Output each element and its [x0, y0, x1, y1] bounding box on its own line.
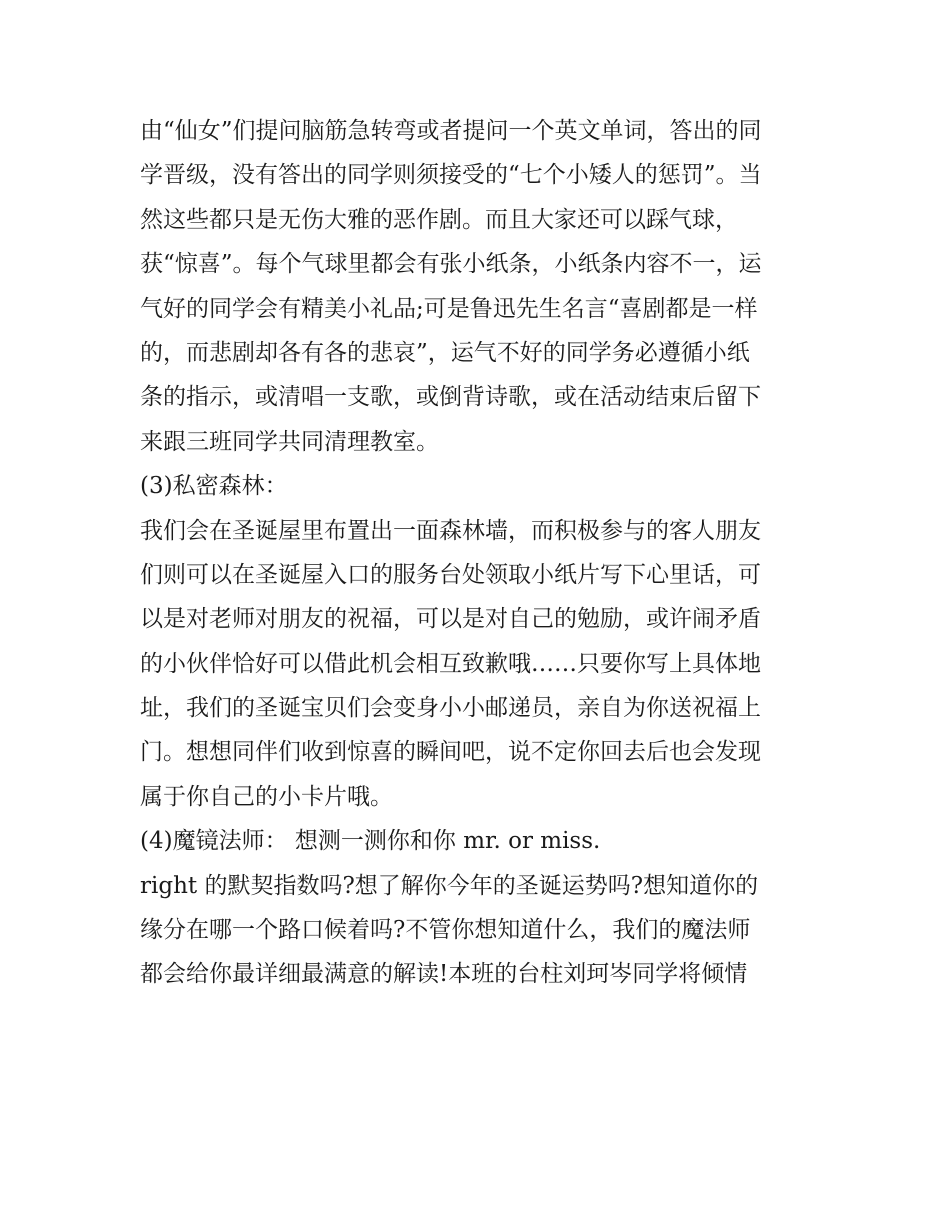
- text-line: 气好的同学会有精美小礼品;可是鲁迅先生名言“喜剧都是一样: [140, 295, 758, 322]
- text-line: 址，我们的圣诞宝贝们会变身小小邮递员，亲自为你送祝福上: [140, 695, 761, 722]
- text-line: 我们会在圣诞屋里布置出一面森林墙，而积极参与的客人朋友: [140, 517, 761, 544]
- text-line: 学晋级，没有答出的同学则须接受的“七个小矮人的惩罚”。当: [140, 162, 762, 189]
- text-line: 都会给你最详细最满意的解读!本班的台柱刘珂岑同学将倾情: [140, 961, 748, 988]
- section-heading-private-forest: (3)私密森林：: [140, 473, 288, 500]
- text-line: right 的默契指数吗?想了解你今年的圣诞运势吗?想知道你的: [140, 872, 759, 899]
- text-line: 的，而悲剧却各有各的悲哀”，运气不好的同学务必遵循小纸: [140, 339, 750, 366]
- text-line: 由“仙女”们提问脑筋急转弯或者提问一个英文单词，答出的同: [140, 118, 762, 144]
- text-line: 以是对老师对朋友的祝福，可以是对自己的勉励，或许闹矛盾: [140, 606, 761, 633]
- text-line: 们则可以在圣诞屋入口的服务台处领取小纸片写下心里话，可: [140, 561, 761, 588]
- text-line: 门。想想同伴们收到惊喜的瞬间吧，说不定你回去后也会发现: [140, 739, 761, 766]
- text-line: 获“惊喜”。每个气球里都会有张小纸条，小纸条内容不一，运: [140, 251, 762, 278]
- text-line: 的小伙伴恰好可以借此机会相互致歉哦……只要你写上具体地: [140, 650, 761, 677]
- text-line: 缘分在哪一个路口候着吗?不管你想知道什么，我们的魔法师: [140, 917, 751, 944]
- section-heading-magic-mirror: (4)魔镜法师： 想测一测你和你 mr. or miss.: [140, 828, 601, 855]
- body-text: [140, 109, 820, 997]
- text-line: 属于你自己的小卡片哦。: [140, 783, 393, 810]
- text-line: 然这些都只是无伤大雅的恶作剧。而且大家还可以踩气球，: [140, 206, 738, 233]
- text-line: 条的指示，或清唱一支歌，或倒背诗歌，或在活动结束后留下: [140, 384, 761, 411]
- text-line: 来跟三班同学共同清理教室。: [140, 428, 439, 455]
